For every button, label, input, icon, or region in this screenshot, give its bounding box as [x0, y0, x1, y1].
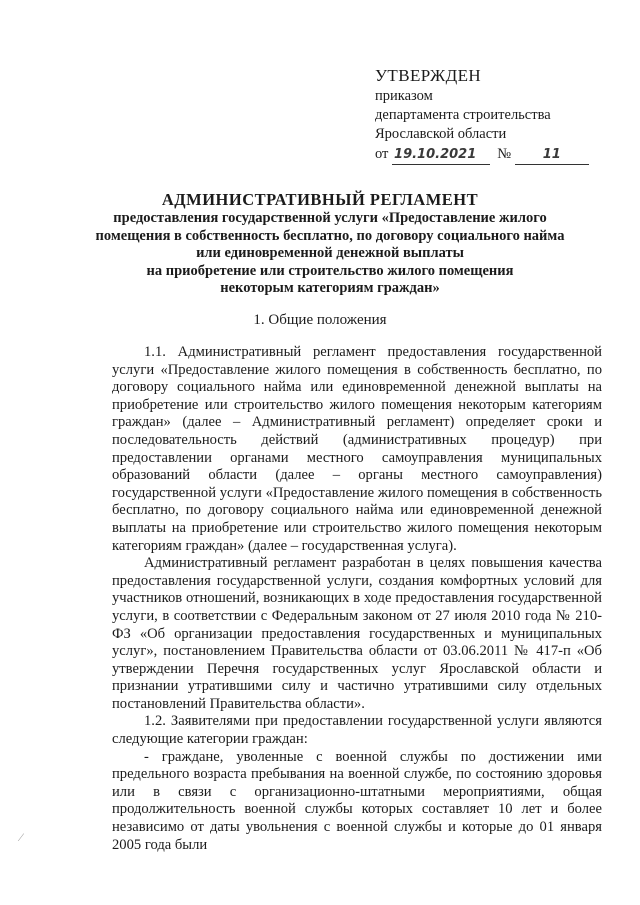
approval-block: [375, 66, 615, 165]
handwritten-date: 19.10.2021: [394, 147, 477, 162]
paragraph: Административный регламент разработан в целях повышения качества предоставления государственной услуги, создания комфортных условий для участников отношений, возникающих в ходе предоставления государственной услуги, в соответствии с Федеральным законом от 27 июля 2010 года № 210-ФЗ «Об организации предоставления государственных и муниципальных услуг», постановлением Правительства области от 03.06.2011 № 417-п «Об утверждении Перечня государственных услуг Ярославской области и признании утратившими силу и частично утратившими силу отдельных постановлений Правительства области».: [112, 555, 602, 712]
number-prefix: №: [497, 146, 512, 162]
number-field: [515, 145, 589, 165]
approval-line-region: Ярославской области: [375, 126, 507, 142]
subtitle-line: некоторым категориям граждан»: [220, 280, 440, 296]
document-subtitle: [60, 210, 600, 298]
handwritten-number: 11: [542, 147, 561, 162]
subtitle-line: помещения в собственность бесплатно, по договору социального найма: [95, 227, 565, 244]
document-title: АДМИНИСТРАТИВНЫЙ РЕГЛАМЕНТ: [161, 190, 479, 209]
subtitle-line: предоставления государственной услуги «Предоставление жилого: [113, 210, 547, 226]
paragraph: 1.1. Административный регламент предоставления государственной услуги «Предоставление жилого помещения в собственность бесплатно, по договору социального найма или единовременной денежной выплаты на приобретение или строительство жилого помещения некоторым категориям граждан» (далее – Административный регламент) определяет сроки и последовательность действий (административных процедур) при предоставлении органами местного самоуправления муниципальных образований области (далее – органы местного самоуправления) государственной услуги «Предоставление жилого помещения в собственность бесплатно, по договору социального найма или единовременной денежной выплаты на приобретение или строительство жилого помещения некоторым категориям граждан» (далее – государственная услуга).: [112, 344, 602, 554]
subtitle-line: или единовременной денежной выплаты: [196, 245, 464, 261]
approval-heading: УТВЕРЖДЕН: [375, 66, 482, 85]
date-field: [392, 145, 490, 165]
list-item: - граждане, уволенные с военной службы по достижении ими предельного возраста пребывания на военной службе, по состоянию здоровья или в связи с организационно-штатными мероприятиями, общая продолжительность военной службы которых составляет 10 лет и более независимо от даты увольнения с военной службы и которые до 01 января 2005 года были: [112, 748, 602, 853]
approval-line-order: приказом: [375, 88, 433, 104]
applicant-list: [112, 749, 602, 855]
approval-date-line: [375, 145, 615, 165]
approval-line-department: департамента строительства: [375, 107, 551, 123]
date-prefix: от: [375, 146, 389, 162]
subtitle-line: на приобретение или строительство жилого помещения: [146, 262, 514, 279]
document-body: [112, 344, 602, 854]
section-heading: 1. Общие положения: [253, 312, 387, 328]
scan-mark: ⁄: [20, 830, 23, 844]
paragraph: 1.2. Заявителями при предоставлении государственной услуги являются следующие категории граждан:: [112, 713, 602, 748]
